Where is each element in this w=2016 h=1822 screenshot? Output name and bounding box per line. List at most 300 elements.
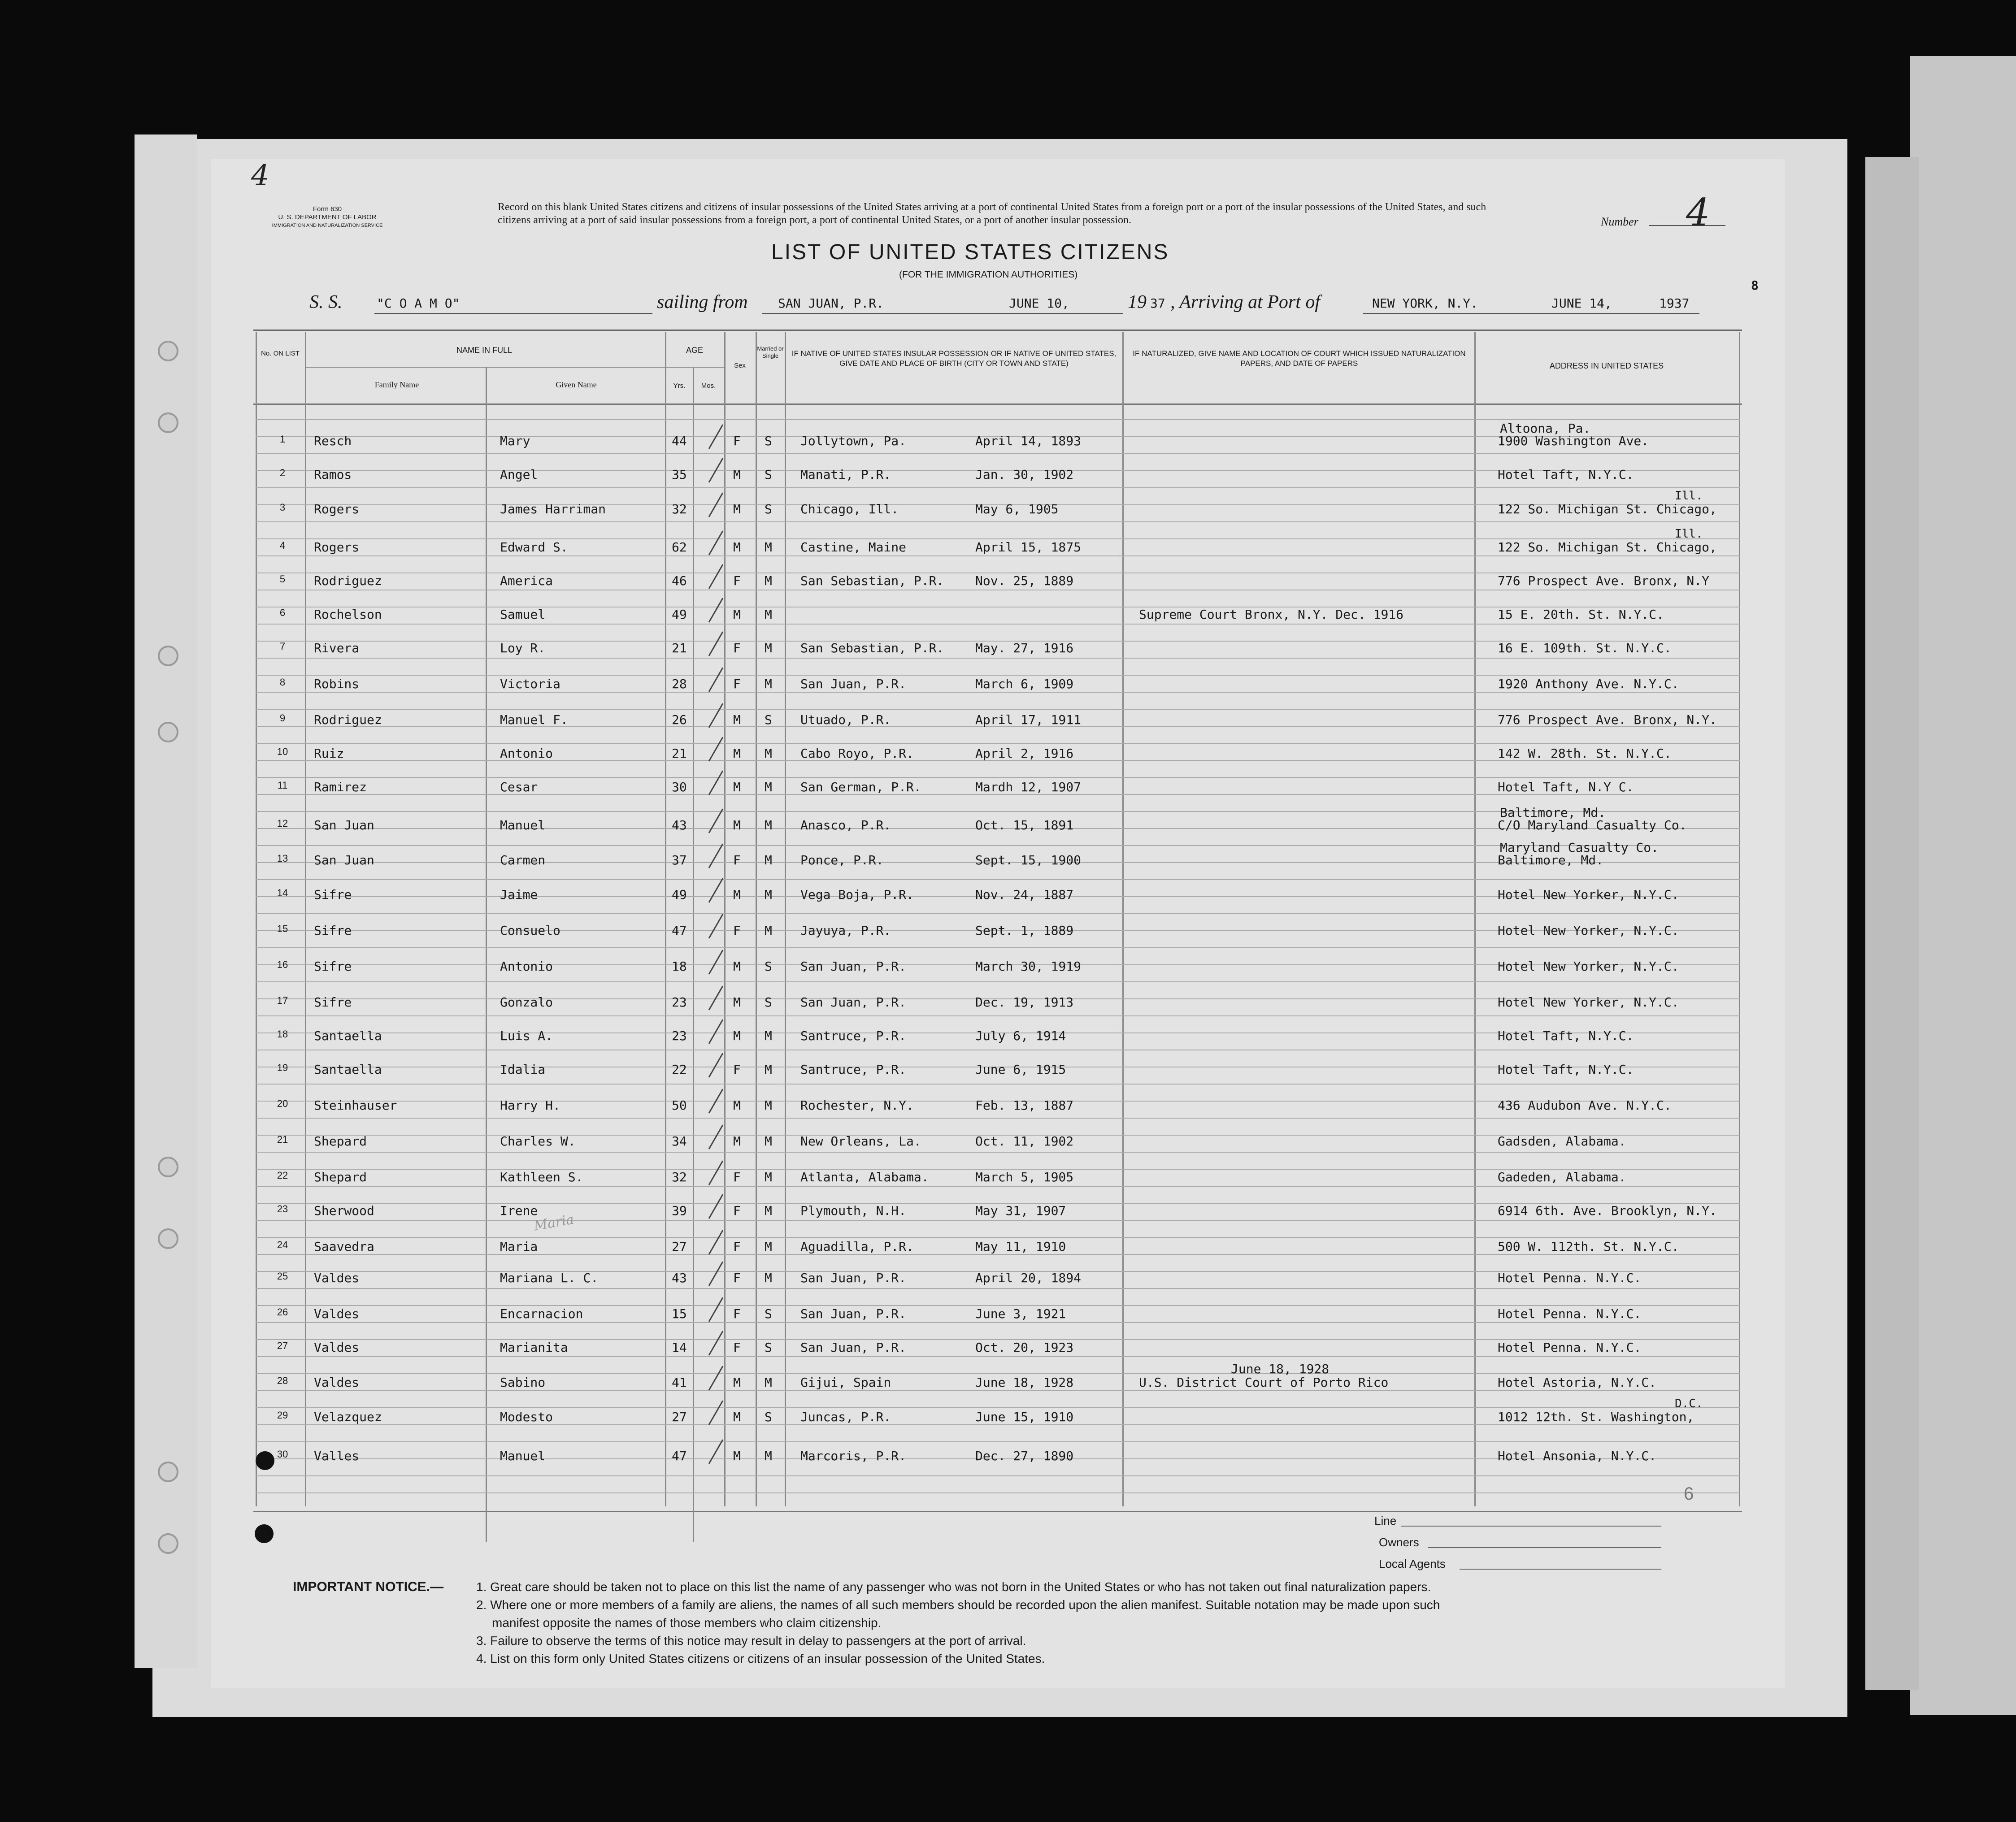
age-years: 43	[672, 1271, 687, 1285]
address: 6914 6th. Ave. Brooklyn, N.Y.	[1498, 1203, 1717, 1218]
ruled-line	[256, 1441, 1740, 1442]
birth-date: April 15, 1875	[975, 540, 1082, 555]
header-sex: Sex	[734, 362, 746, 369]
marital-status: S	[765, 995, 772, 1010]
sex: F	[733, 641, 741, 655]
given-name: Victoria	[500, 677, 560, 691]
marital-status: M	[765, 746, 772, 761]
row-number: 28	[277, 1375, 288, 1386]
row-number: 12	[277, 818, 288, 829]
age-years: 15	[672, 1306, 687, 1321]
side-mark: 8	[1751, 278, 1759, 293]
agents-label: Local Agents	[1379, 1557, 1446, 1570]
from-underline	[762, 313, 995, 314]
marital-status: M	[765, 641, 772, 655]
birth-place: Ponce, P.R.	[800, 853, 884, 868]
col-divider	[756, 332, 757, 1506]
age-years: 43	[672, 818, 687, 833]
col-divider	[785, 332, 786, 1506]
birth-place: Utuado, P.R.	[800, 712, 891, 727]
ruled-line	[256, 981, 1740, 982]
family-name: Rogers	[314, 540, 360, 555]
address: Hotel New Yorker, N.Y.C.	[1498, 887, 1679, 902]
ruled-line	[256, 1118, 1740, 1119]
ruled-line	[256, 521, 1740, 522]
family-name: Sifre	[314, 923, 352, 938]
ruled-line	[256, 1356, 1740, 1357]
marital-status: M	[765, 923, 772, 938]
given-name: Edward S.	[500, 540, 568, 555]
address: 142 W. 28th. St. N.Y.C.	[1498, 746, 1672, 761]
ruled-line	[256, 658, 1740, 659]
ruled-line	[256, 1322, 1740, 1323]
marital-status: S	[765, 434, 772, 448]
age-years: 18	[672, 959, 687, 974]
given-name: Idalia	[500, 1062, 546, 1077]
header-family-name: Family Name	[374, 380, 419, 389]
sex: F	[733, 923, 741, 938]
sex: F	[733, 573, 741, 588]
age-years: 46	[672, 573, 687, 588]
row-number: 13	[277, 853, 288, 864]
punch-hole	[158, 1462, 178, 1482]
sex: M	[733, 780, 741, 794]
punch-hole	[158, 341, 178, 361]
ruled-line	[256, 1475, 1740, 1476]
sex: F	[733, 1271, 741, 1285]
marital-status: M	[765, 853, 772, 868]
family-name: Resch	[314, 434, 352, 448]
col-divider	[486, 368, 487, 1542]
ruled-line	[256, 1084, 1740, 1085]
sex: M	[733, 1449, 741, 1463]
row-number: 2	[279, 467, 286, 478]
age-years: 21	[672, 641, 687, 655]
family-name: Santaella	[314, 1028, 382, 1043]
header-married: Married or Single	[757, 345, 784, 359]
address-extra: Baltimore, Md.	[1500, 805, 1606, 820]
row-number: 16	[277, 959, 288, 970]
sex: F	[733, 1170, 741, 1184]
address: Hotel New Yorker, N.Y.C.	[1498, 923, 1679, 938]
given-name: Loy R.	[500, 641, 546, 655]
marital-status: M	[765, 1170, 772, 1184]
ss-label: S. S.	[309, 292, 343, 312]
given-name: Luis A.	[500, 1028, 553, 1043]
given-name: Manuel F.	[500, 712, 568, 727]
sex: F	[733, 1340, 741, 1355]
owners-label: Owners	[1379, 1536, 1419, 1549]
marital-status: M	[765, 780, 772, 794]
arriving-label: , Arriving at Port of	[1170, 292, 1321, 312]
age-years: 41	[672, 1375, 687, 1390]
birth-place: Vega Boja, P.R.	[800, 887, 914, 902]
row-number: 24	[277, 1239, 288, 1250]
birth-date: June 18, 1928	[975, 1375, 1074, 1390]
ruled-line	[256, 1305, 1740, 1306]
birth-date: May 11, 1910	[975, 1239, 1066, 1254]
address-extra: D.C.	[1675, 1397, 1703, 1410]
address: C/O Maryland Casualty Co.	[1498, 818, 1687, 833]
age-subheader-rule	[665, 367, 724, 368]
marital-status: S	[765, 467, 772, 482]
age-years: 27	[672, 1239, 687, 1254]
age-years: 23	[672, 1028, 687, 1043]
notice-4: 4. List on this form only United States citizens or citizens of an insular possession of the United States.	[476, 1652, 1045, 1666]
age-years: 37	[672, 853, 687, 868]
birth-date: Dec. 19, 1913	[975, 995, 1074, 1010]
notice-2: 2. Where one or more members of a family are aliens, the names of all such members should be recorded upon the alien manifest. Suitable notation may be made upon such	[476, 1598, 1440, 1612]
row-number: 26	[277, 1306, 288, 1318]
background-sheet-edge	[1910, 56, 2016, 1715]
given-name: Antonio	[500, 746, 553, 761]
given-name: Kathleen S.	[500, 1170, 583, 1184]
marital-status: M	[765, 677, 772, 691]
arrival-year: 1937	[1659, 296, 1690, 311]
notice-3: 3. Failure to observe the terms of this notice may result in delay to passengers at the port of arrival.	[476, 1634, 1026, 1648]
family-name: San Juan	[314, 853, 374, 868]
marital-status: S	[765, 1306, 772, 1321]
birth-date: Jan. 30, 1902	[975, 467, 1074, 482]
birth-date: Oct. 15, 1891	[975, 818, 1074, 833]
marital-status: S	[765, 502, 772, 516]
birth-date: Sept. 15, 1900	[975, 853, 1082, 868]
address: Gadeden, Alabama.	[1498, 1170, 1626, 1184]
family-name: Valdes	[314, 1271, 360, 1285]
age-years: 47	[672, 923, 687, 938]
family-name: Ruiz	[314, 746, 344, 761]
col-divider	[724, 332, 726, 1506]
family-name: Ramos	[314, 467, 352, 482]
birth-date: Feb. 13, 1887	[975, 1098, 1074, 1113]
birth-place: San Sebastian, P.R.	[800, 573, 944, 588]
punch-hole	[158, 646, 178, 666]
bottom-mark: 6	[1684, 1484, 1694, 1504]
marital-status: M	[765, 887, 772, 902]
ink-dot	[255, 1524, 274, 1543]
from-port: SAN JUAN, P.R.	[778, 296, 884, 311]
row-number: 9	[279, 712, 286, 724]
row-number: 18	[277, 1028, 288, 1040]
sex: F	[733, 1062, 741, 1077]
agents-underline	[1460, 1569, 1661, 1570]
birth-place: New Orleans, La.	[800, 1134, 921, 1149]
family-name: Sifre	[314, 995, 352, 1010]
age-years: 14	[672, 1340, 687, 1355]
line-label: Line	[1374, 1514, 1397, 1527]
address: 436 Audubon Ave. N.Y.C.	[1498, 1098, 1672, 1113]
birth-date: Oct. 20, 1923	[975, 1340, 1074, 1355]
row-number: 21	[277, 1134, 288, 1145]
notice-1: 1. Great care should be taken not to place on this list the name of any passenger who was not born in the United States or who has not taken out final naturalization papers.	[476, 1580, 1431, 1594]
given-name: Irene	[500, 1203, 538, 1218]
birth-place: Santruce, P.R.	[800, 1028, 907, 1043]
address: 122 So. Michigan St. Chicago,	[1498, 540, 1717, 555]
number-label: Number	[1601, 215, 1638, 228]
given-name: Charles W.	[500, 1134, 576, 1149]
naturalization-date: June 18, 1928	[1231, 1362, 1330, 1376]
address: Hotel Taft, N.Y.C.	[1498, 1028, 1634, 1043]
sex: M	[733, 502, 741, 516]
row-number: 4	[279, 540, 286, 551]
row-number: 1	[279, 434, 286, 445]
birth-place: Anasco, P.R.	[800, 818, 891, 833]
row-number: 7	[279, 641, 286, 652]
given-name: Cesar	[500, 780, 538, 794]
family-name: Steinhauser	[314, 1098, 397, 1113]
address: 15 E. 20th. St. N.Y.C.	[1498, 607, 1664, 622]
row-number: 10	[277, 746, 288, 757]
birth-date: Mardh 12, 1907	[975, 780, 1082, 794]
address: Hotel Taft, N.Y.C.	[1498, 467, 1634, 482]
ship-name: "C O A M O"	[377, 296, 460, 311]
birth-date: June 15, 1910	[975, 1410, 1074, 1424]
table-bottom-border	[253, 1511, 1742, 1512]
marital-status: M	[765, 1239, 772, 1254]
sex: M	[733, 995, 741, 1010]
birth-place: Plymouth, N.H.	[800, 1203, 907, 1218]
ruled-line	[256, 777, 1740, 778]
family-name: Valdes	[314, 1306, 360, 1321]
address: 776 Prospect Ave. Bronx, N.Y	[1498, 573, 1710, 588]
marital-status: M	[765, 540, 772, 555]
address: Gadsden, Alabama.	[1498, 1134, 1626, 1149]
page-subtitle: (FOR THE IMMIGRATION AUTHORITIES)	[899, 269, 1078, 280]
year-prefix: 19	[1128, 292, 1147, 312]
binder-strip	[135, 134, 197, 1668]
ruled-line	[256, 453, 1740, 454]
name-subheader-rule	[305, 367, 665, 368]
row-number: 11	[277, 780, 288, 791]
birth-date: Dec. 27, 1890	[975, 1449, 1074, 1463]
age-years: 23	[672, 995, 687, 1010]
ruled-line	[256, 692, 1740, 693]
address: 16 E. 109th. St. N.Y.C.	[1498, 641, 1672, 655]
family-name: Saavedra	[314, 1239, 374, 1254]
ruled-line	[256, 1237, 1740, 1238]
header-no: No. ON LIST	[261, 350, 300, 357]
sex: M	[733, 1028, 741, 1043]
table-top-border	[253, 330, 1742, 331]
address: Hotel Penna. N.Y.C.	[1498, 1306, 1642, 1321]
header-mos: Mos.	[701, 382, 716, 390]
given-name: Mariana L. C.	[500, 1271, 599, 1285]
address: 1900 Washington Ave.	[1498, 434, 1649, 448]
family-name: Shepard	[314, 1134, 367, 1149]
birth-place: San Juan, P.R.	[800, 677, 907, 691]
arrival-underline	[1363, 313, 1699, 314]
family-name: Santaella	[314, 1062, 382, 1077]
age-years: 22	[672, 1062, 687, 1077]
owners-underline	[1428, 1547, 1661, 1548]
sex: M	[733, 1375, 741, 1390]
address: Hotel Penna. N.Y.C.	[1498, 1271, 1642, 1285]
address: 122 So. Michigan St. Chicago,	[1498, 502, 1717, 516]
birth-date: Nov. 24, 1887	[975, 887, 1074, 902]
address: Hotel Penna. N.Y.C.	[1498, 1340, 1642, 1355]
row-number: 30	[277, 1449, 288, 1460]
marital-status: M	[765, 1203, 772, 1218]
ruled-line	[256, 675, 1740, 676]
given-name: Samuel	[500, 607, 546, 622]
age-years: 50	[672, 1098, 687, 1113]
birth-place: Jayuya, P.R.	[800, 923, 891, 938]
marital-status: S	[765, 1340, 772, 1355]
header-given-name: Given Name	[556, 380, 597, 389]
age-years: 32	[672, 502, 687, 516]
birth-place: Jollytown, Pa.	[800, 434, 907, 448]
sex: M	[733, 746, 741, 761]
col-divider	[693, 368, 694, 1542]
address: 500 W. 112th. St. N.Y.C.	[1498, 1239, 1679, 1254]
age-years: 32	[672, 1170, 687, 1184]
ruled-line	[256, 879, 1740, 880]
sex: M	[733, 818, 741, 833]
family-name: Velazquez	[314, 1410, 382, 1424]
age-years: 21	[672, 746, 687, 761]
col-divider	[305, 332, 306, 1506]
background-sheet-edge	[1865, 157, 1919, 1690]
sex: F	[733, 677, 741, 691]
marital-status: S	[765, 959, 772, 974]
header-birth: IF NATIVE OF UNITED STATES INSULAR POSSESSION OR IF NATIVE OF UNITED STATES, GIVE DATE AND PLACE OF BIRTH (CITY OR TOWN AND STATE)	[791, 349, 1117, 368]
given-name: James Harriman	[500, 502, 606, 516]
ruled-line	[256, 555, 1740, 556]
given-name: Gonzalo	[500, 995, 553, 1010]
address-extra: Ill.	[1675, 489, 1703, 503]
family-name: Rodriguez	[314, 573, 382, 588]
birth-date: May. 27, 1916	[975, 641, 1074, 655]
marital-status: M	[765, 1098, 772, 1113]
header-bottom-border	[253, 403, 1742, 405]
address: Hotel Taft, N.Y C.	[1498, 780, 1634, 794]
notice-2-cont: manifest opposite the names of those members who claim citizenship.	[492, 1616, 882, 1630]
sex: M	[733, 1410, 741, 1424]
col-divider	[665, 332, 666, 1506]
family-name: Sherwood	[314, 1203, 374, 1218]
line-underline	[1401, 1526, 1661, 1527]
family-name: Sifre	[314, 959, 352, 974]
ruled-line	[256, 1220, 1740, 1221]
row-number: 22	[277, 1170, 288, 1181]
family-name: Rogers	[314, 502, 360, 516]
family-name: Sifre	[314, 887, 352, 902]
ruled-line	[256, 487, 1740, 488]
age-years: 26	[672, 712, 687, 727]
punch-hole	[158, 1157, 178, 1177]
sex: M	[733, 887, 741, 902]
ruled-line	[256, 538, 1740, 539]
birth-place: San Juan, P.R.	[800, 1271, 907, 1285]
marital-status: M	[765, 573, 772, 588]
sex: M	[733, 1098, 741, 1113]
birth-place: San German, P.R.	[800, 780, 921, 794]
given-name: Sabino	[500, 1375, 546, 1390]
sex: F	[733, 1239, 741, 1254]
year-suffix: 37	[1150, 296, 1165, 311]
marital-status: M	[765, 1062, 772, 1077]
naturalization-court: Supreme Court Bronx, N.Y. Dec. 1916	[1139, 607, 1404, 622]
col-divider	[1474, 332, 1476, 1506]
number-value: 4	[1686, 191, 1710, 234]
arrival-port: NEW YORK, N.Y.	[1372, 296, 1478, 311]
birth-date: April 2, 1916	[975, 746, 1074, 761]
ruled-line	[256, 1288, 1740, 1289]
birth-place: Santruce, P.R.	[800, 1062, 907, 1077]
ruled-line	[256, 743, 1740, 744]
col-divider	[256, 332, 257, 1506]
address-extra: Ill.	[1675, 527, 1703, 541]
birth-place: Marcoris, P.R.	[800, 1449, 907, 1463]
marital-status: M	[765, 1134, 772, 1149]
age-years: 27	[672, 1410, 687, 1424]
address: 776 Prospect Ave. Bronx, N.Y.	[1498, 712, 1717, 727]
age-years: 34	[672, 1134, 687, 1149]
given-name: Encarnacion	[500, 1306, 583, 1321]
sailing-label: sailing from	[657, 292, 748, 312]
col-divider	[1739, 332, 1740, 1506]
row-number: 27	[277, 1340, 288, 1351]
address-extra: Maryland Casualty Co.	[1500, 840, 1659, 855]
row-number: 29	[277, 1410, 288, 1421]
birth-date: May 31, 1907	[975, 1203, 1066, 1218]
birth-place: Atlanta, Alabama.	[800, 1170, 929, 1184]
row-number: 25	[277, 1271, 288, 1282]
address: Baltimore, Md.	[1498, 853, 1604, 868]
family-name: Rodriguez	[314, 712, 382, 727]
sex: M	[733, 467, 741, 482]
birth-place: San Juan, P.R.	[800, 1340, 907, 1355]
ruled-line	[256, 1407, 1740, 1408]
marital-status: M	[765, 607, 772, 622]
birth-date: March 5, 1905	[975, 1170, 1074, 1184]
family-name: Shepard	[314, 1170, 367, 1184]
family-name: Valdes	[314, 1340, 360, 1355]
form-info: Form 630 U. S. DEPARTMENT OF LABOR IMMIGRATION AND NATURALIZATION SERVICE	[272, 205, 383, 228]
ruled-line	[256, 1492, 1740, 1493]
birth-date: April 14, 1893	[975, 434, 1082, 448]
header-address: ADDRESS IN UNITED STATES	[1549, 361, 1664, 370]
ruled-line	[256, 709, 1740, 710]
ruled-line	[256, 1186, 1740, 1187]
marital-status: S	[765, 712, 772, 727]
given-name: Consuelo	[500, 923, 560, 938]
marital-status: M	[765, 1271, 772, 1285]
birth-place: Juncas, P.R.	[800, 1410, 891, 1424]
address-extra: Altoona, Pa.	[1500, 421, 1591, 436]
ink-dot	[256, 1451, 274, 1470]
punch-hole	[158, 1228, 178, 1249]
given-name: Harry H.	[500, 1098, 560, 1113]
header-yrs: Yrs.	[673, 382, 686, 390]
ruled-line	[256, 1015, 1740, 1016]
birth-place: San Juan, P.R.	[800, 1306, 907, 1321]
row-number: 17	[277, 995, 288, 1006]
birth-place: San Juan, P.R.	[800, 995, 907, 1010]
ruled-line	[256, 913, 1740, 914]
address: Hotel New Yorker, N.Y.C.	[1498, 995, 1679, 1010]
birth-date: Oct. 11, 1902	[975, 1134, 1074, 1149]
family-name: Ramirez	[314, 780, 367, 794]
address: 1012 12th. St. Washington,	[1498, 1410, 1694, 1424]
sex: F	[733, 434, 741, 448]
address: 1920 Anthony Ave. N.Y.C.	[1498, 677, 1679, 691]
sex: F	[733, 1203, 741, 1218]
age-years: 49	[672, 887, 687, 902]
row-number: 23	[277, 1203, 288, 1215]
marital-status: M	[765, 818, 772, 833]
age-years: 39	[672, 1203, 687, 1218]
